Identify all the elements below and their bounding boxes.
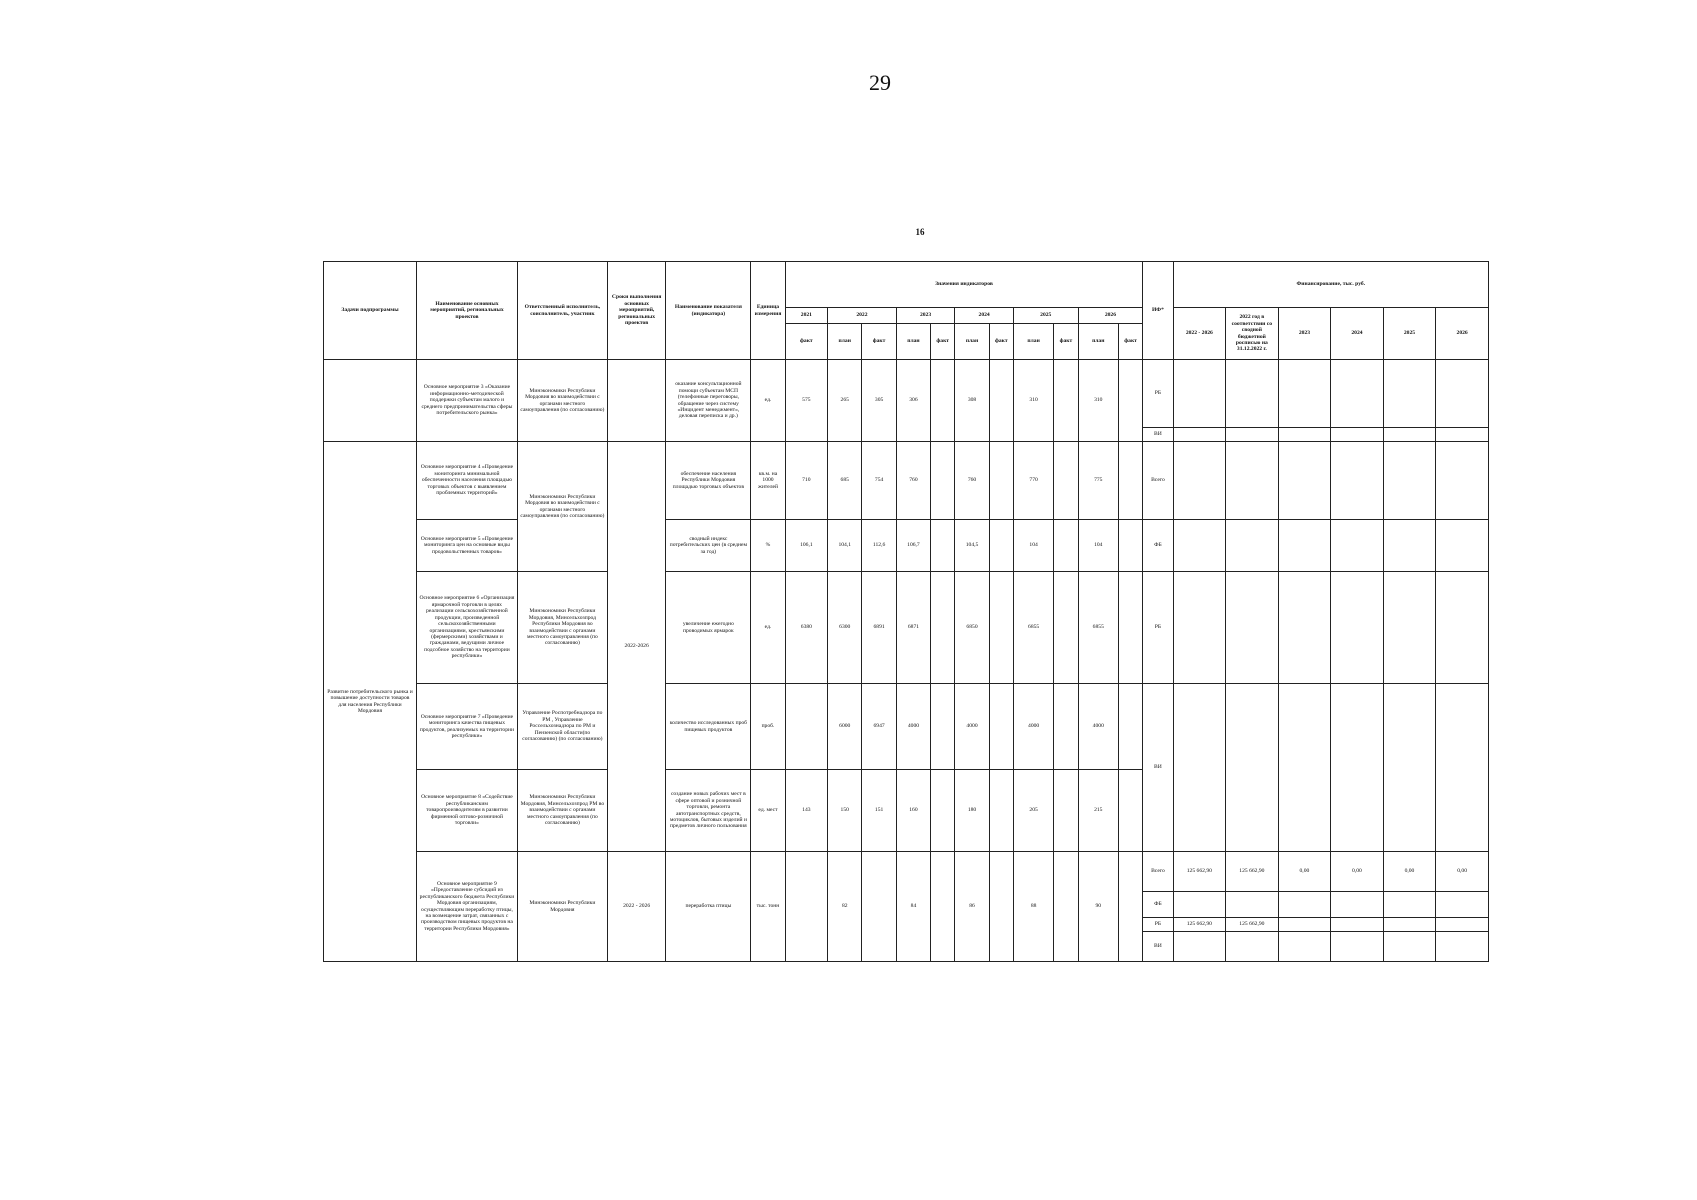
fin-cell: 125 662,90	[1226, 852, 1279, 892]
executor-cell: Управление Роспотребнадзора по РМ , Управление Россельхознадзора по РМ и Пензенской области(по согласованию) (по согласованию)	[517, 684, 607, 770]
indicator-cell: увеличение ежегодно проводимых ярмарок	[666, 572, 751, 684]
fin-cell	[1173, 572, 1226, 684]
value-cell: 685	[828, 442, 862, 520]
value-cell	[862, 852, 896, 962]
value-cell: 265	[828, 360, 862, 442]
fin-cell	[1436, 442, 1489, 520]
fin-cell	[1278, 684, 1331, 852]
fin-cell	[1331, 892, 1384, 918]
sub-plan: план	[896, 324, 930, 360]
value-cell	[931, 770, 955, 852]
value-cell: 775	[1078, 442, 1118, 520]
value-cell: 4000	[955, 684, 989, 770]
value-cell: 6855	[1078, 572, 1118, 684]
indicator-cell: обеспечение населения Республики Мордовия площадью торговых объектов	[666, 442, 751, 520]
indicator-cell: создание новых рабочих мест в сфере оптовой и розничной торговли, ремонта автотранспортных средств, мотоциклов, бытовых изделий и предметов личного пользования	[666, 770, 751, 852]
activity-cell: Основное мероприятие 7 «Проведение мониторинга качества пищевых продуктов, реализуемых на территории республики»	[416, 684, 517, 770]
executor-cell: Минэкономики Республики Мордовия, Минсельхозпрод РМ во взаимодействии с органами местного самоуправления (по согласованию)	[517, 770, 607, 852]
fin-col-2024: 2024	[1331, 308, 1384, 360]
fin-cell	[1278, 572, 1331, 684]
value-cell	[1118, 572, 1142, 684]
value-cell: 770	[1013, 442, 1053, 520]
unit-cell: ед.	[751, 360, 785, 442]
fin-cell	[1383, 442, 1436, 520]
value-cell: 106,1	[785, 520, 827, 572]
value-cell: 6380	[785, 572, 827, 684]
value-cell: 305	[862, 360, 896, 442]
value-cell	[989, 442, 1013, 520]
fin-col-2022: 2022 год в соответствии со сводной бюджетной росписью на 31.12.2022 г.	[1226, 308, 1279, 360]
activity-cell: Основное мероприятие 5 «Проведение мониторинга цен на основные виды продовольственных товаров»	[416, 520, 517, 572]
header-unit: Единица измерения	[751, 262, 785, 360]
value-cell	[989, 852, 1013, 962]
fin-cell	[1331, 918, 1384, 932]
terms-cell: 2022-2026	[607, 442, 666, 852]
value-cell: 112,6	[862, 520, 896, 572]
value-cell: 754	[862, 442, 896, 520]
executor-cell: Минэкономики Республики Мордовия во взаимодействии с органами местного самоуправления (по согласованию)	[517, 360, 607, 442]
fin-cell	[1383, 932, 1436, 962]
fin-cell	[1436, 572, 1489, 684]
header-executor: Ответственный исполнитель, соисполнитель, участник	[517, 262, 607, 360]
value-cell: 104	[1078, 520, 1118, 572]
value-cell: 6000	[828, 684, 862, 770]
fin-cell	[1278, 932, 1331, 962]
value-cell: 4000	[1013, 684, 1053, 770]
if-cell: РБ	[1143, 572, 1173, 684]
fin-cell	[1278, 442, 1331, 520]
fin-cell	[1383, 892, 1436, 918]
table-row	[324, 442, 1489, 520]
value-cell: 308	[955, 360, 989, 442]
fin-cell	[1436, 892, 1489, 918]
fin-cell	[1173, 932, 1226, 962]
fin-cell	[1331, 932, 1384, 962]
value-cell: 6947	[862, 684, 896, 770]
value-cell	[931, 442, 955, 520]
value-cell	[1118, 852, 1142, 962]
value-cell	[931, 572, 955, 684]
header-indicator: Наименование показателя (индикатора)	[666, 262, 751, 360]
sub-fact: факт	[931, 324, 955, 360]
value-cell	[1118, 770, 1142, 852]
value-cell	[1118, 684, 1142, 770]
sub-plan: план	[828, 324, 862, 360]
if-cell: ФБ	[1143, 892, 1173, 918]
fin-cell	[1173, 892, 1226, 918]
sub-plan: план	[955, 324, 989, 360]
header-activity: Наименование основных мероприятий, региональных проектов	[416, 262, 517, 360]
value-cell: 106,7	[896, 520, 930, 572]
if-cell: РБ	[1143, 360, 1173, 428]
fin-cell	[1173, 684, 1226, 852]
value-cell: 4000	[896, 684, 930, 770]
value-cell: 575	[785, 360, 827, 442]
table-row	[324, 572, 1489, 684]
fin-cell: 0,00	[1331, 852, 1384, 892]
fin-cell	[1331, 572, 1384, 684]
value-cell: 205	[1013, 770, 1053, 852]
fin-cell	[1331, 684, 1384, 852]
fin-cell	[1436, 360, 1489, 428]
fin-cell	[1173, 360, 1226, 428]
fin-cell	[1383, 520, 1436, 572]
indicator-cell: количество исследованных проб пищевых продуктов	[666, 684, 751, 770]
value-cell: 6891	[862, 572, 896, 684]
value-cell: 104	[1013, 520, 1053, 572]
value-cell: 160	[896, 770, 930, 852]
fin-cell	[1331, 428, 1384, 442]
table-row	[324, 684, 1489, 770]
fin-cell	[1278, 892, 1331, 918]
fin-cell: 125 662,90	[1173, 918, 1226, 932]
table-row	[324, 520, 1489, 572]
fin-cell	[1383, 684, 1436, 852]
value-cell: 710	[785, 442, 827, 520]
fin-col-2025: 2025	[1383, 308, 1436, 360]
executor-cell: Минэкономики Республики Мордовия	[517, 852, 607, 962]
fin-cell: 0,00	[1436, 852, 1489, 892]
sub-fact: факт	[989, 324, 1013, 360]
value-cell: 306	[896, 360, 930, 442]
terms-cell: 2022 - 2026	[607, 852, 666, 962]
fin-cell	[1436, 428, 1489, 442]
value-cell	[989, 360, 1013, 442]
header-finance-group: Финансирование, тыс. руб.	[1173, 262, 1488, 308]
value-cell	[1054, 360, 1078, 442]
fin-cell	[1436, 684, 1489, 852]
indicator-cell: сводный индекс потребительских цен (в среднем за год)	[666, 520, 751, 572]
value-cell: 6855	[1013, 572, 1053, 684]
value-cell	[1054, 852, 1078, 962]
fin-cell	[1226, 572, 1279, 684]
fin-cell	[1226, 360, 1279, 428]
if-cell: РБ	[1143, 918, 1173, 932]
sub-fact: факт	[1118, 324, 1142, 360]
value-cell: 143	[785, 770, 827, 852]
value-cell: 4000	[1078, 684, 1118, 770]
unit-cell: тыс. тонн	[751, 852, 785, 962]
fin-cell	[1331, 520, 1384, 572]
if-cell: ВИ	[1143, 428, 1173, 442]
indicators-table	[323, 261, 1489, 962]
value-cell: 151	[862, 770, 896, 852]
fin-cell	[1173, 520, 1226, 572]
fin-cell	[1173, 428, 1226, 442]
if-cell: Всего	[1143, 442, 1173, 520]
value-cell: 90	[1078, 852, 1118, 962]
value-cell: 84	[896, 852, 930, 962]
value-cell: 86	[955, 852, 989, 962]
table-row	[324, 852, 1489, 892]
value-cell	[989, 684, 1013, 770]
value-cell	[989, 770, 1013, 852]
value-cell: 760	[955, 442, 989, 520]
if-cell: ФБ	[1143, 520, 1173, 572]
header-terms: Сроки выполнения основных мероприятий, региональных проектов	[607, 262, 666, 360]
if-cell: Всего	[1143, 852, 1173, 892]
fin-cell: 125 662,90	[1173, 852, 1226, 892]
sub-plan: план	[1078, 324, 1118, 360]
activity-cell: Основное мероприятие 4 «Проведение мониторинга минимальной обеспеченности населения площадью торговых объектов с выявлением проблемных территорий»	[416, 442, 517, 520]
fin-cell	[1278, 360, 1331, 428]
fin-cell	[1436, 932, 1489, 962]
value-cell	[785, 852, 827, 962]
activity-cell: Основное мероприятие 8 «Содействие республиканским товаропроизводителям в развитии фирменной оптово-розничной торговли»	[416, 770, 517, 852]
value-cell: 6871	[896, 572, 930, 684]
value-cell	[931, 684, 955, 770]
value-cell: 150	[828, 770, 862, 852]
fin-cell	[1383, 428, 1436, 442]
fin-cell	[1226, 520, 1279, 572]
inner-page-number: 16	[915, 227, 925, 237]
value-cell	[1054, 684, 1078, 770]
header-task: Задачи подпрограммы	[324, 262, 417, 360]
fin-col-total: 2022 - 2026	[1173, 308, 1226, 360]
fin-cell	[1226, 932, 1279, 962]
value-cell: 104,5	[955, 520, 989, 572]
value-cell	[1118, 442, 1142, 520]
value-cell	[1054, 572, 1078, 684]
unit-cell: кв.м. на 1000 жителей	[751, 442, 785, 520]
fin-cell	[1331, 442, 1384, 520]
value-cell	[1118, 520, 1142, 572]
executor-cell: Минэкономики Республики Мордовия во взаимодействии с органами местного самоуправления (по согласованию)	[517, 442, 607, 572]
fin-cell	[1278, 428, 1331, 442]
fin-cell	[1226, 684, 1279, 852]
value-cell	[1054, 442, 1078, 520]
value-cell: 82	[828, 852, 862, 962]
sub-plan: план	[1013, 324, 1053, 360]
fin-cell: 0,00	[1383, 852, 1436, 892]
fin-cell	[1436, 918, 1489, 932]
activity-cell: Основное мероприятие 3 «Оказание информационно-методической поддержки субъектам малого и среднего предпринимательства сферы потребительского рынка»	[416, 360, 517, 442]
value-cell	[1118, 360, 1142, 442]
fin-cell	[1278, 918, 1331, 932]
value-cell	[931, 360, 955, 442]
year-2026: 2026	[1078, 308, 1143, 324]
value-cell: 310	[1078, 360, 1118, 442]
year-2021: 2021	[785, 308, 827, 324]
fin-cell	[1383, 360, 1436, 428]
value-cell: 310	[1013, 360, 1053, 442]
value-cell: 760	[896, 442, 930, 520]
page-number: 29	[869, 70, 891, 95]
fin-cell: 0,00	[1278, 852, 1331, 892]
fin-cell	[1436, 520, 1489, 572]
activity-cell: Основное мероприятие 9 «Предоставление субсидий из республиканского бюджета Республики Мордовия организациям, осуществляющим переработку птицы, на возмещение затрат, связанных с производством пищевых продуктов на территории Республики Мордовия»	[416, 852, 517, 962]
year-2022: 2022	[828, 308, 897, 324]
task-cell-empty	[324, 360, 417, 442]
value-cell	[989, 572, 1013, 684]
fin-cell	[1173, 442, 1226, 520]
sub-fact: факт	[1054, 324, 1078, 360]
value-cell: 88	[1013, 852, 1053, 962]
value-cell: 215	[1078, 770, 1118, 852]
header-if: ИФ*	[1143, 262, 1173, 360]
sub-fact: факт	[862, 324, 896, 360]
fin-col-2023: 2023	[1278, 308, 1331, 360]
value-cell	[1054, 520, 1078, 572]
task-cell: Развитие потребительского рынка и повышение доступности товаров для населения Республики Мордовия	[324, 442, 417, 962]
if-cell: ВИ	[1143, 932, 1173, 962]
fin-cell: 125 662,90	[1226, 918, 1279, 932]
fin-cell	[1226, 428, 1279, 442]
unit-cell: ед. мест	[751, 770, 785, 852]
indicator-cell: переработка птицы	[666, 852, 751, 962]
fin-col-2026: 2026	[1436, 308, 1489, 360]
value-cell	[785, 684, 827, 770]
terms-cell-empty	[607, 360, 666, 442]
if-cell: ВИ	[1143, 684, 1173, 852]
value-cell: 6300	[828, 572, 862, 684]
fin-cell	[1383, 918, 1436, 932]
year-2023: 2023	[896, 308, 955, 324]
value-cell: 6850	[955, 572, 989, 684]
executor-cell: Минэкономики Республики Мордовия, Минсельхозпрод Республики Мордовия во взаимодействии с органами местного самоуправления (по согласованию)	[517, 572, 607, 684]
fin-cell	[1226, 442, 1279, 520]
fin-cell	[1383, 572, 1436, 684]
unit-cell: %	[751, 520, 785, 572]
sub-fact: факт	[785, 324, 827, 360]
fin-cell	[1226, 892, 1279, 918]
activity-cell: Основное мероприятие 6 «Организация ярмарочной торговли в целях реализации сельскохозяйственной продукции, произведенной сельскохозяйственными организациями, крестьянскими (фермерскими) хозяйствами и гражданами, ведущими личное подсобное хозяйство на территории республики»	[416, 572, 517, 684]
value-cell	[989, 520, 1013, 572]
value-cell	[931, 520, 955, 572]
table-row	[324, 360, 1489, 428]
fin-cell	[1278, 520, 1331, 572]
value-cell: 180	[955, 770, 989, 852]
value-cell: 104,1	[828, 520, 862, 572]
fin-cell	[1331, 360, 1384, 428]
value-cell	[1054, 770, 1078, 852]
unit-cell: ед.	[751, 572, 785, 684]
header-values-group: Значения индикаторов	[785, 262, 1143, 308]
unit-cell: проб.	[751, 684, 785, 770]
value-cell	[931, 852, 955, 962]
year-2025: 2025	[1013, 308, 1078, 324]
year-2024: 2024	[955, 308, 1014, 324]
indicator-cell: оказание консультационной помощи субъектам МСП (телефонные переговоры, обращение через систему «Инцидент менеджмент», деловая переписка и др.)	[666, 360, 751, 442]
